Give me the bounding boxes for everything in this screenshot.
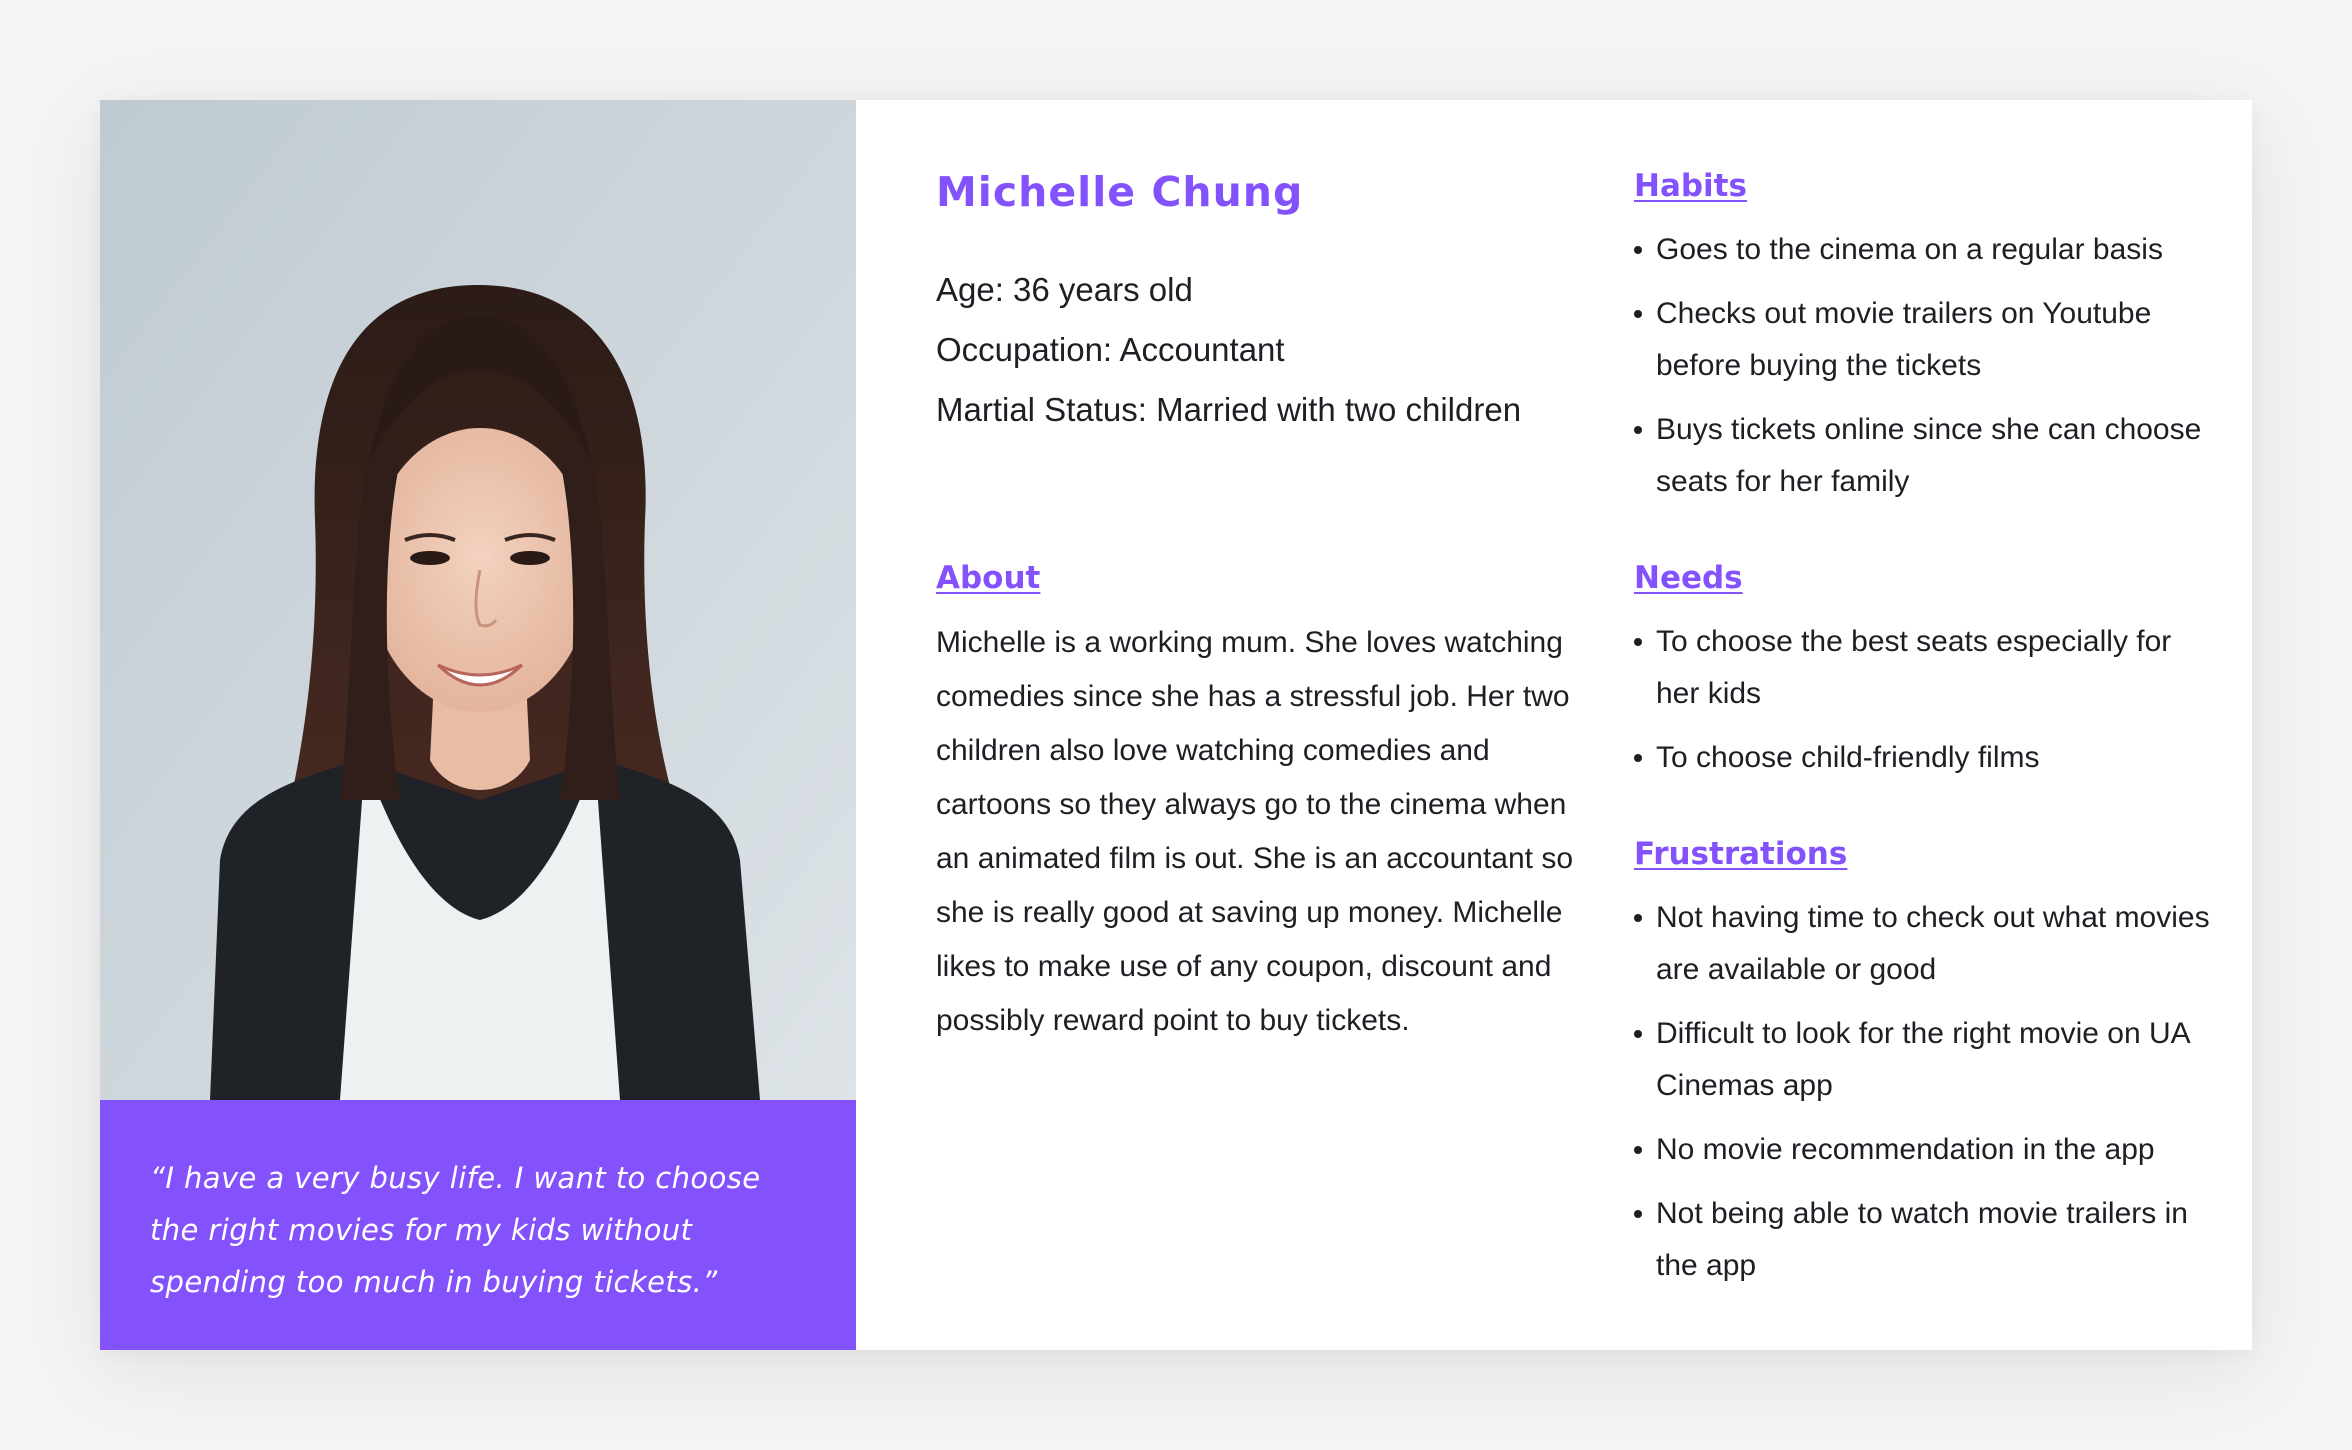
list-item: To choose child-friendly films [1634, 732, 2214, 784]
needs-title: Needs [1634, 560, 1743, 596]
frustrations-title: Frustrations [1634, 836, 1848, 872]
persona-facts [936, 260, 1521, 440]
fact-marital-status: Martial Status: Married with two children [936, 391, 1522, 428]
about-text: Michelle is a working mum. She loves watching comedies since she has a stressful job. Her two children also love watching comedies and cartoons so they always go to the cinema when an animated film is out. She is an accountant so she is really good at saving up money. Michelle likes to make use of any coupon, discount and possibly reward point to buy tickets. [936, 626, 1574, 1037]
about-title: About [936, 560, 1041, 596]
list-item: Goes to the cinema on a regular basis [1634, 224, 2214, 276]
list-item: To choose the best seats especially for her kids [1634, 616, 2214, 720]
habits-list [1634, 224, 2214, 520]
list-item: Not having time to check out what movies are available or good [1634, 892, 2214, 996]
habits-title: Habits [1634, 168, 1747, 204]
persona-quote: “I have a very busy life. I want to choose the right movies for my kids without spending too much in buying tickets.” [150, 1161, 761, 1299]
list-item: Checks out movie trailers on Youtube before buying the tickets [1634, 288, 2214, 392]
persona-card [100, 100, 2252, 1350]
needs-list [1634, 616, 2214, 796]
list-item: Not being able to watch movie trailers in the app [1634, 1188, 2214, 1292]
fact-age: Age: 36 years old [936, 271, 1193, 308]
persona-left-panel [100, 100, 856, 1350]
list-item: Buys tickets online since she can choose seats for her family [1634, 404, 2214, 508]
portrait-photo-icon [100, 100, 856, 1100]
list-item: Difficult to look for the right movie on UA Cinemas app [1634, 1008, 2214, 1112]
persona-name: Michelle Chung [936, 168, 1304, 216]
quote-box [100, 1100, 856, 1350]
frustrations-list [1634, 892, 2214, 1304]
persona-photo [100, 100, 856, 1100]
list-item: No movie recommendation in the app [1634, 1124, 2214, 1176]
fact-occupation: Occupation: Accountant [936, 331, 1285, 368]
